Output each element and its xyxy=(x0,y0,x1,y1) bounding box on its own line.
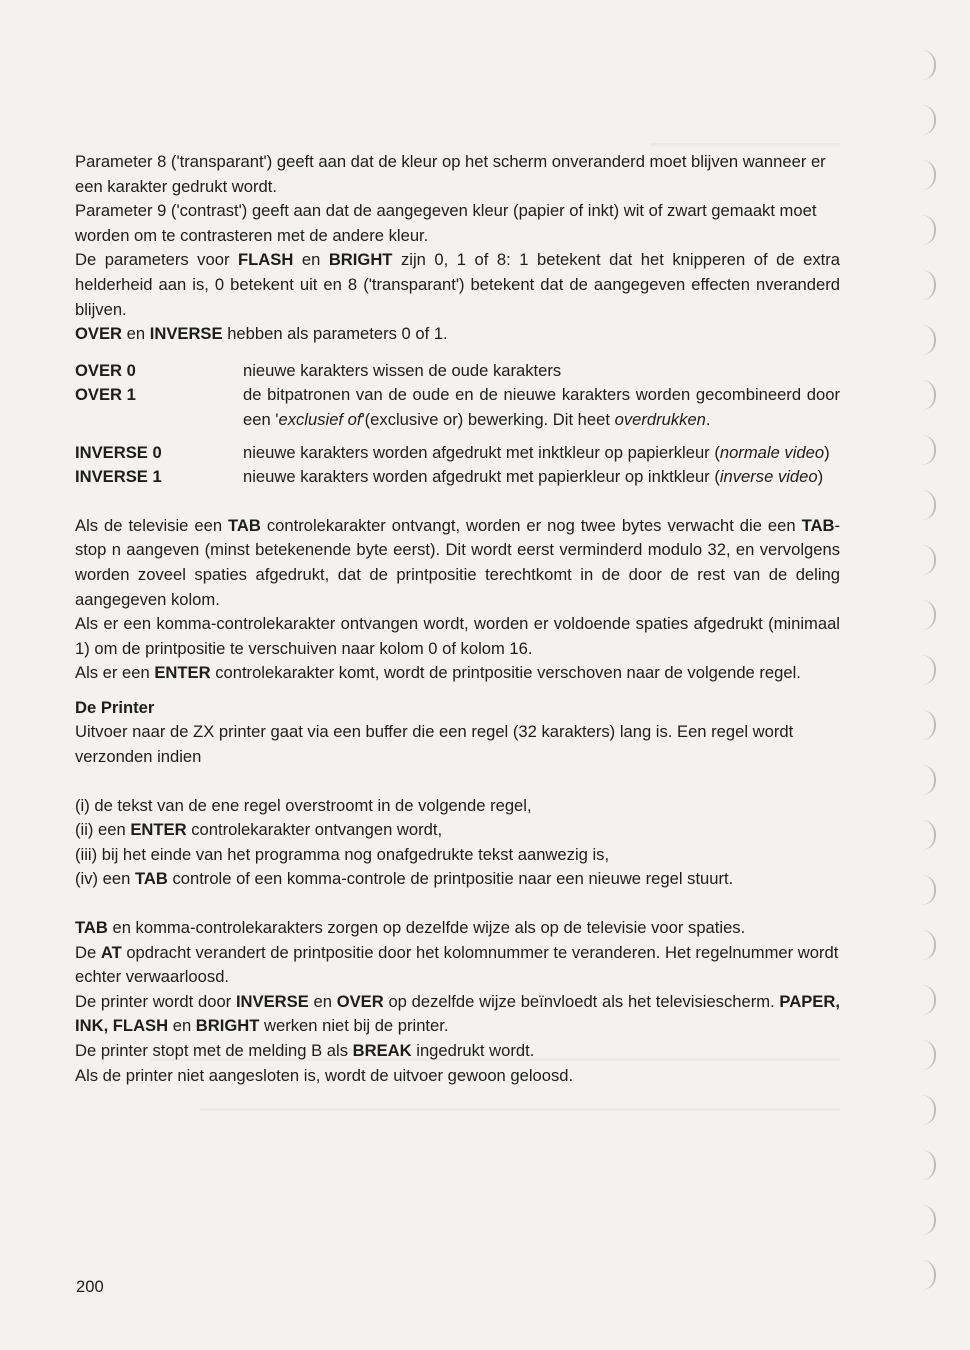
paragraph-printer-disconnected xyxy=(75,1064,840,1089)
section-heading: De Printer xyxy=(75,697,155,717)
text: '(exclusive or) bewerking. Dit heet xyxy=(361,409,615,429)
text: De printer stopt met de melding B als xyxy=(75,1041,353,1060)
paragraph-parameter-9 xyxy=(75,199,840,248)
keyword: ENTER xyxy=(154,663,211,683)
paragraph-comma xyxy=(75,612,840,661)
keyword: AT xyxy=(100,942,122,962)
page-body xyxy=(75,150,840,1088)
text: controlekarakter komt, wordt de printpositie verschoven naar de volgende regel. xyxy=(210,663,801,683)
paragraph-flash-bright xyxy=(75,248,840,322)
text: en xyxy=(168,1016,196,1036)
text: (i) de tekst van de ene regel overstroomt in de volgende regel, xyxy=(75,795,532,815)
text: en xyxy=(308,991,337,1011)
text: zijn 0, 1 of 8: 1 betekent dat het knipperen of de extra helderheid aan is, 0 betekent uit en 8 ('transparant') betekent dat de aangegeven effecten nveranderd blijven. xyxy=(75,250,841,319)
text: ) xyxy=(817,467,824,487)
text: Parameter 8 ('transparant') geeft aan dat de kleur op het scherm onveranderd moet blijven wanneer er een karakter gedrukt wordt. xyxy=(75,152,826,196)
text: (iv) een xyxy=(75,869,135,889)
paragraph-parameter-8 xyxy=(75,150,840,199)
text: De xyxy=(75,942,101,962)
text: Als de printer niet aangesloten is, wordt de uitvoer gewoon geloosd. xyxy=(75,1065,574,1085)
text: ) xyxy=(824,442,830,462)
list-item xyxy=(75,867,840,892)
text: -stop n aangeven (minst betekenende byte eerst). Dit wordt eerst verminderd modulo 32, en vervolgens worden zoveel spaties afgedrukt, dat de printpositie terechtkomt in de door de rest van de deling aangegeven kolom. xyxy=(75,515,840,609)
paragraph-printer-break xyxy=(75,1039,840,1064)
text: (ii) een xyxy=(75,820,131,840)
paragraph-over-inverse xyxy=(75,322,840,347)
keyword: BRIGHT xyxy=(328,250,393,270)
keyword: BRIGHT xyxy=(195,1016,260,1036)
text: controlekarakter ontvangt, worden er nog twee bytes verwacht die een xyxy=(260,515,802,535)
list-item xyxy=(75,843,840,868)
emphasis: overdrukken xyxy=(614,409,706,429)
emphasis: inverse video xyxy=(719,467,818,487)
keyword: OVER xyxy=(75,324,123,344)
text: Als er een komma-controlekarakter ontvangen wordt, worden er voldoende spaties afgedrukt (minimaal 1) om de printpositie te verschuiven naar kolom 0 of kolom 16. xyxy=(75,614,840,658)
keyword: BREAK xyxy=(352,1041,412,1060)
text: Parameter 9 ('contrast') geeft aan dat de aangegeven kleur (papier of inkt) wit of zwart gemaakt moet worden om te contrasteren met de andere kleur. xyxy=(75,201,817,245)
keyword: PAPER, INK, FLASH xyxy=(75,991,840,1036)
text: de bitpatronen van de oude en de nieuwe karakters worden gecombineerd door een ' xyxy=(243,385,840,429)
text: en xyxy=(293,250,329,270)
keyword: TAB xyxy=(75,918,108,938)
text: en komma-controlekarakters zorgen op dezelfde wijze als op de televisie voor spaties. xyxy=(107,918,746,938)
definition-description xyxy=(243,465,840,490)
text: De parameters voor xyxy=(75,250,238,270)
text: De printer wordt door xyxy=(75,991,236,1011)
keyword: TAB xyxy=(801,515,835,535)
emphasis: normale video xyxy=(719,442,825,462)
definition-term: OVER 1 xyxy=(75,385,136,405)
keyword: INVERSE xyxy=(149,324,223,344)
list-item xyxy=(75,818,840,843)
keyword: ENTER xyxy=(130,820,187,840)
definition-description xyxy=(243,383,840,432)
text: (iii) bij het einde van het programma nog onafgedrukte tekst aanwezig is, xyxy=(75,844,610,864)
text: ingedrukt wordt. xyxy=(411,1041,535,1060)
text: hebben als parameters 0 of 1. xyxy=(222,324,448,344)
keyword: FLASH xyxy=(238,250,294,270)
paragraph-printer-buffer xyxy=(75,720,840,769)
text: nieuwe karakters wissen de oude karakters xyxy=(243,360,562,380)
text: opdracht verandert de printpositie door het kolomnummer te veranderen. Het regelnummer wordt echter verwaarloosd. xyxy=(75,942,839,987)
text: nieuwe karakters worden afgedrukt met papierkleur op inktkleur ( xyxy=(243,467,720,487)
paragraph-printer-inverse xyxy=(75,990,840,1039)
text: controle of een komma-controle de printpositie naar een nieuwe regel stuurt. xyxy=(167,869,734,889)
paragraph-tab xyxy=(75,514,840,612)
text: op dezelfde wijze beïnvloedt als het televisiescherm. xyxy=(383,991,780,1011)
text: Uitvoer naar de ZX printer gaat via een buffer die een regel (32 karakters) lang is. Een regel wordt verzonden indien xyxy=(75,722,794,767)
definition-list xyxy=(75,359,840,490)
text: Als de televisie een xyxy=(75,515,229,535)
page-number: 200 xyxy=(76,1277,104,1296)
emphasis: exclusief of xyxy=(278,409,362,429)
keyword: TAB xyxy=(134,869,168,889)
text: en xyxy=(122,324,150,344)
paragraph-printer-tab xyxy=(75,916,840,941)
definition-description xyxy=(243,441,840,466)
keyword: INVERSE xyxy=(235,991,309,1011)
list-item xyxy=(75,794,840,819)
condition-list xyxy=(75,794,840,892)
binding-holes xyxy=(918,50,944,1340)
keyword: TAB xyxy=(228,515,261,535)
definition-term: INVERSE 1 xyxy=(75,467,162,487)
definition-term: OVER 0 xyxy=(75,360,136,380)
paragraph-printer-at xyxy=(75,941,840,990)
keyword: OVER xyxy=(336,991,384,1011)
paragraph-enter xyxy=(75,661,840,686)
text: nieuwe karakters worden afgedrukt met inktkleur op papierkleur ( xyxy=(243,442,720,462)
text: werken niet bij de printer. xyxy=(259,1016,449,1036)
text: . xyxy=(705,409,711,429)
text: controlekarakter ontvangen wordt, xyxy=(186,820,443,840)
definition-term: INVERSE 0 xyxy=(75,442,162,462)
text: Als er een xyxy=(75,663,155,683)
definition-description xyxy=(243,359,840,384)
